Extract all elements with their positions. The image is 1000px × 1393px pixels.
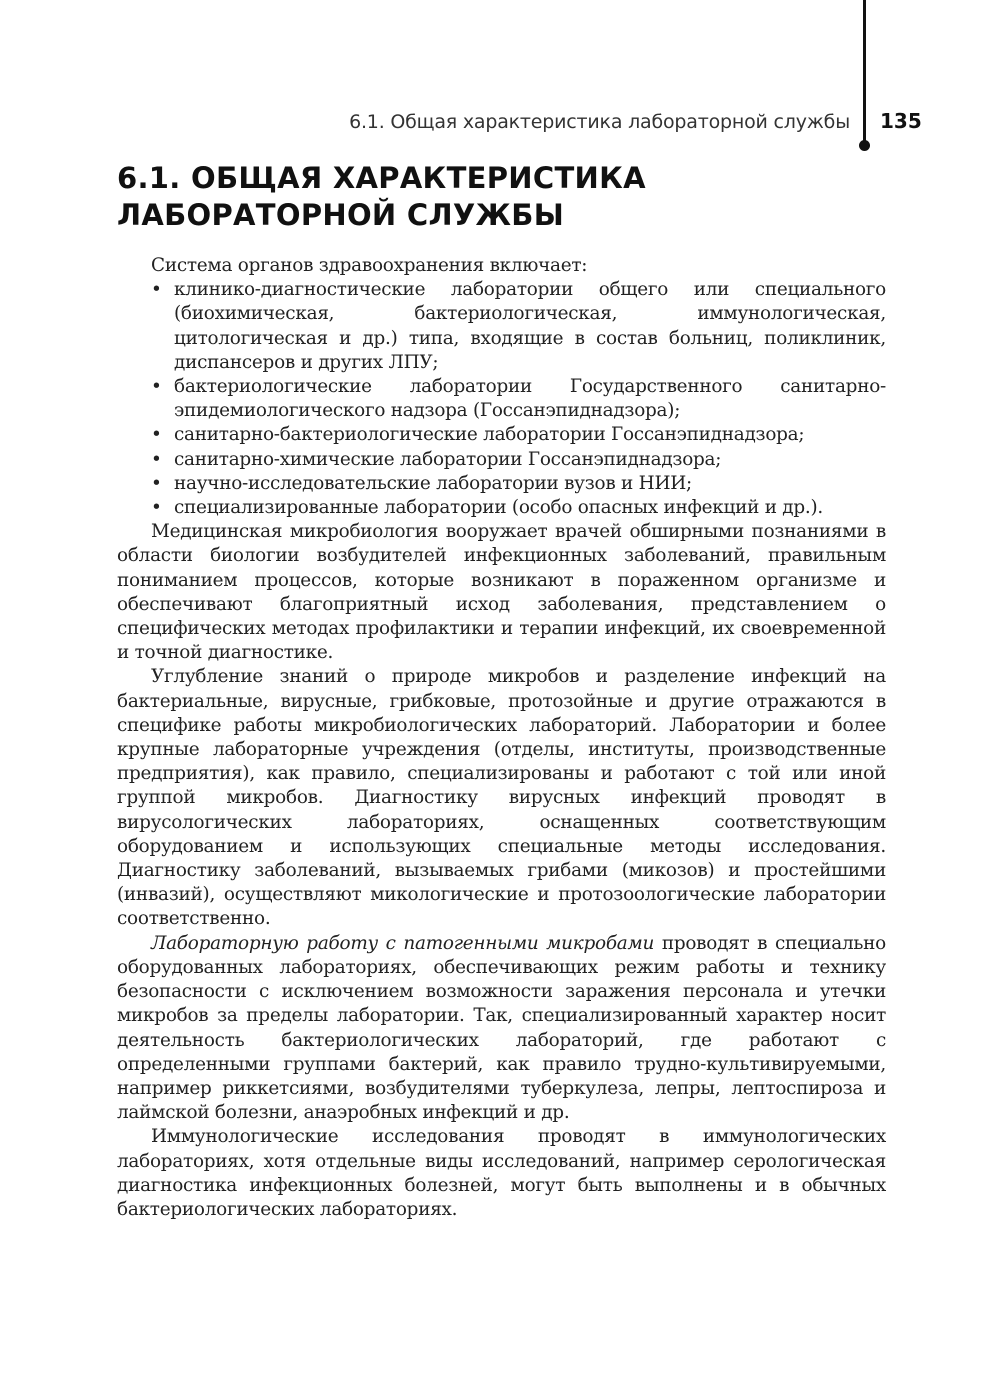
body-text <box>117 254 886 1222</box>
section-title <box>117 160 887 234</box>
paragraph-pathogen-work <box>117 932 886 1126</box>
section-title-line2: ЛАБОРАТОРНОЙ СЛУЖБЫ <box>117 198 565 232</box>
paragraph-microbiology: Медицинская микробиология вооружает врачей обширными познаниями в области биологии возбудителей инфекционных заболеваний, правильным пониманием процессов, которые возникают в пораженном организме и обеспечивают благоприятный исход заболевания, представлением о специфических методах профилактики и терапии инфекций, их своевременной и точной диагностике. <box>117 521 886 664</box>
paragraph-specialization: Углубление знаний о природе микробов и разделение инфекций на бактериальные, вирусные, грибковые, протозойные и другие отражаются в специфике работы микробиологических лабораторий. Лаборатории и более крупные лабораторные учреждения (отделы, институты, производственные предприятия), как правило, специализированы и работают с той или иной группой микробов. Диагностику вирусных инфекций проводят в вирусологических лабораториях, оснащенных соответствующим оборудованием и использующих специальные методы исследования. Диагностику заболеваний, вызываемых грибами (микозов) и простейшими (инвазий), осуществляют микологические и протозоологические лаборатории соответственно. <box>117 666 886 930</box>
header-rule-dot <box>859 140 870 151</box>
list-item: • специализированные лаборатории (особо опасных инфекций и др.). <box>117 496 886 520</box>
laboratory-list <box>117 278 886 520</box>
intro-paragraph: Система органов здравоохранения включает: <box>151 255 588 276</box>
running-head: 6.1. Общая характеристика лабораторной службы <box>349 111 850 133</box>
list-item: • санитарно-химические лаборатории Госсанэпиднадзора; <box>117 448 886 472</box>
list-item: • бактериологические лаборатории Государственного санитарно-эпидемиологического надзора (Госсанэпиднадзора); <box>117 375 886 423</box>
paragraph-immunology: Иммунологические исследования проводят в иммунологических лабораториях, хотя отдельные виды исследований, например серологическая диагностика инфекционных болезней, могут быть выполнены и в обычных бактериологических лабораториях. <box>117 1126 886 1220</box>
paragraph-pathogen-work-text: проводят в специально оборудованных лабораториях, обеспечивающих режим работы и технику безопасности с исключением возможности заражения персонала и утечки микробов за пределы лаборатории. Так, специализированный характер носит деятельность бактериологических лабораторий, где работают с определенными группами бактерий, как правило трудно-культивируемыми, например риккетсиями, возбудителями туберкулеза, лепры, лептоспироза и лаймской болезни, анаэробных инфекций и др. <box>117 932 886 1124</box>
list-item: • клинико-диагностические лаборатории общего или специального (биохимическая, бактериологическая, иммунологическая, цитологическая и др.) типа, входящие в состав больниц, поликлиник, диспансеров и других ЛПУ; <box>117 278 886 375</box>
list-item: • научно-исследовательские лаборатории вузов и НИИ; <box>117 472 886 496</box>
section-title-line1: 6.1. ОБЩАЯ ХАРАКТЕРИСТИКА <box>117 161 646 195</box>
header-vertical-rule <box>863 0 866 147</box>
page-number: 135 <box>880 109 922 133</box>
list-item: • санитарно-бактериологические лаборатории Госсанэпиднадзора; <box>117 423 886 447</box>
italic-term: Лабораторную работу с патогенными микробами <box>151 932 655 954</box>
